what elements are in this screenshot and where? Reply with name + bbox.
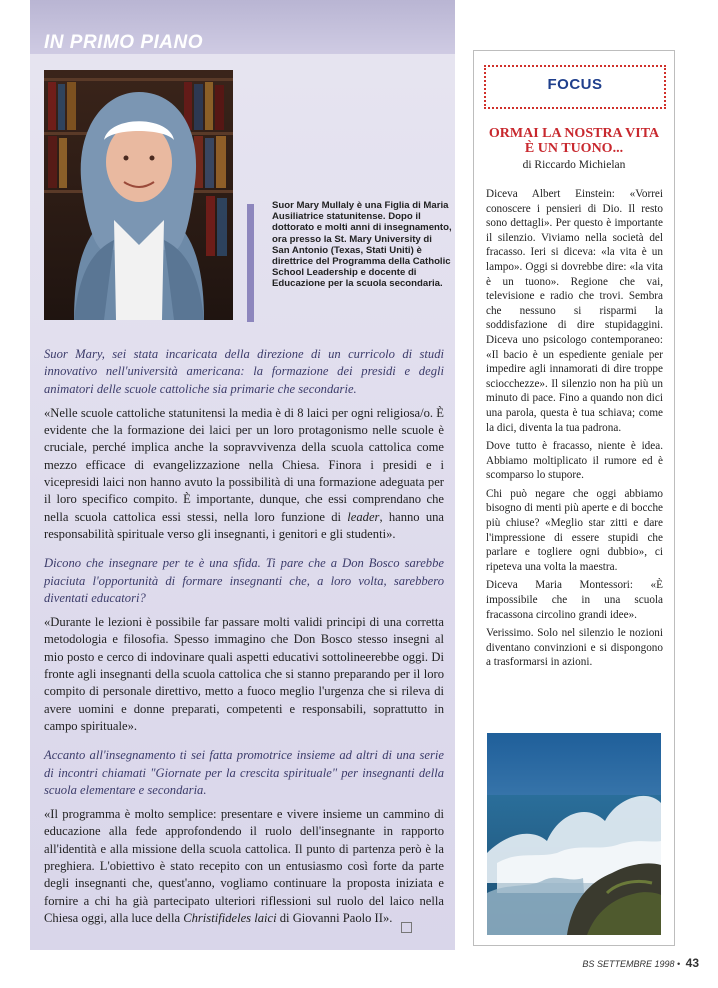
focus-label: FOCUS	[547, 76, 603, 93]
photo-caption: Suor Mary Mullaly è una Figlia di Maria Ausiliatrice statunitense. Dopo il dottorato e molti anni di insegnamento, ora presso la St. Mary University di San Antonio (Texas, Stati Uniti) è direttrice del Programma della Catholic School Leadership e docente di Educazione per la scuola secondaria.	[272, 200, 452, 290]
sea-waves-photo	[487, 733, 661, 935]
focus-paragraph: Dove tutto è fracasso, niente è idea. Abbiamo moltiplicato il rumore ed è scomparso lo stupore.	[486, 440, 663, 482]
interview-article	[44, 346, 444, 934]
page-footer: BS SETTEMBRE 1998 • 43	[582, 956, 699, 970]
left-panel	[30, 0, 455, 950]
question-1: Suor Mary, sei stata incaricata della direzione di un curricolo di studi innovativo nell'università americana: la formazione dei presidi e degli animatori delle scuole cattoliche sia primarie che secondarie.	[44, 347, 444, 396]
focus-author: di Riccardo Michielan	[522, 159, 626, 171]
nun-portrait-photo	[44, 70, 233, 320]
focus-paragraph: Diceva Albert Einstein: «Vorrei conoscere i pensieri di Dio. Il resto sono dettagli». Per questo è importante il silenzio. Viviamo nella società del fracasso. Ieri si diceva: «la vita è un lampo». Oggi si dovrebbe dire: «la vita è un tuono». Regione che vai, televisione e radio che trovi. Sembra che nessuno si risparmi la soddisfazione di dire stupidaggini. Diceva uno psicologo contemporaneo: «Il bacio è un espediente geniale per impedire agli innamorati di dire troppe sciocchezze». Il silenzio non ha più un minuto di pace. Fino a quando non dici una parola, questa è tua schiava; come la dici, diventa la tua padrona.	[486, 188, 663, 434]
focus-label-box	[484, 65, 666, 109]
end-of-article-mark	[401, 922, 412, 933]
question-2: Dicono che insegnare per te è una sfida. Ti pare che a Don Bosco sarebbe piaciuta l'opportunità di formare insegnanti che, a loro volta, sarebbero diventati educatori?	[44, 556, 444, 605]
focus-paragraph: Verissimo. Solo nel silenzio le nozioni diventano convinzioni e si dispongono a trasformarsi in azioni.	[486, 627, 663, 669]
focus-paragraph: Chi può negare che oggi abbiamo bisogno di menti più aperte e di bocche più chiuse? «Meglio star zitti e dare l'impressione di essere stupidi che parlare e togliere ogni dubbio», ci ripeteva una volta la maestra.	[486, 487, 663, 573]
focus-title: ORMAI LA NOSTRA VITA È UN TUONO...	[488, 126, 660, 156]
footer-magazine: BS	[582, 959, 595, 969]
sea-image	[487, 733, 661, 935]
question-3: Accanto all'insegnamento ti sei fatta promotrice insieme ad altri di una serie di incontri chiamati "Giornate per la crescita spirituale" per insegnanti della scuola elementare e secondaria.	[44, 748, 444, 797]
footer-date: SETTEMBRE 1998	[596, 959, 675, 969]
focus-paragraph: Diceva Maria Montessori: «È impossibile che in una scuola fracassona circolino grandi idee».	[486, 579, 663, 621]
answer-3: «Il programma è molto semplice: presentare e vivere insieme un cammino di educazione alla fede approfondendo il ruolo dell'insegnante in rapporto all'identità e alla missione della scuola cattolica. Il punto di partenza però è la preghiera. L'obiettivo è stato recepito con un entusiasmo così forte da parte degli insegnanti che, quest'anno, vogliamo continuare la proposta iniziata e fornire a chi ha già partecipato ulteriori riflessioni sul ruolo del laico nella Chiesa oggi, alla luce della Christifideles laici di Giovanni Paolo II».	[44, 807, 444, 925]
focus-body	[486, 187, 663, 674]
page-number: 43	[685, 956, 699, 970]
answer-2: «Durante le lezioni è possibile far passare molti validi principi di una corretta metodologia e filosofia. Spesso immagino che Don Bosco stesso insegni al mio posto e cerco di indovinare quali aspetti educativi sottolineerebbe oggi. Di fronte agli insegnanti della scuola cattolica che si stanno preparando per il loro compito di personale direttivo, metto a fuoco meglio l'urgenza che si rileva di avere uomini e donne preparati, competenti e responsabili, soprattutto in campo spirituale».	[44, 615, 444, 733]
section-header-band	[30, 0, 455, 54]
portrait-image	[44, 70, 233, 320]
caption-accent-bar	[247, 204, 254, 322]
section-title: IN PRIMO PIANO	[44, 32, 204, 53]
answer-1: «Nelle scuole cattoliche statunitensi la media è di 8 laici per ogni religiosa/o. È evidente che la formazione dei laici per un loro protagonismo nelle scuole è cruciale, perché implica anche la sopravvivenza della scuola cattolica come mezzo efficace di evangelizzazione nella Chiesa. Finora i presidi e i vicepresidi laici non hanno avuto la possibilità di una formazione adeguata per il loro specifico compito. È importante, dunque, che essi comprendano che nella scuola cattolica essi stessi, nella loro funzione di leader, hanno una responsabilità spirituale verso gli insegnanti, i genitori e gli studenti».	[44, 405, 445, 541]
focus-sidebar	[473, 50, 675, 946]
